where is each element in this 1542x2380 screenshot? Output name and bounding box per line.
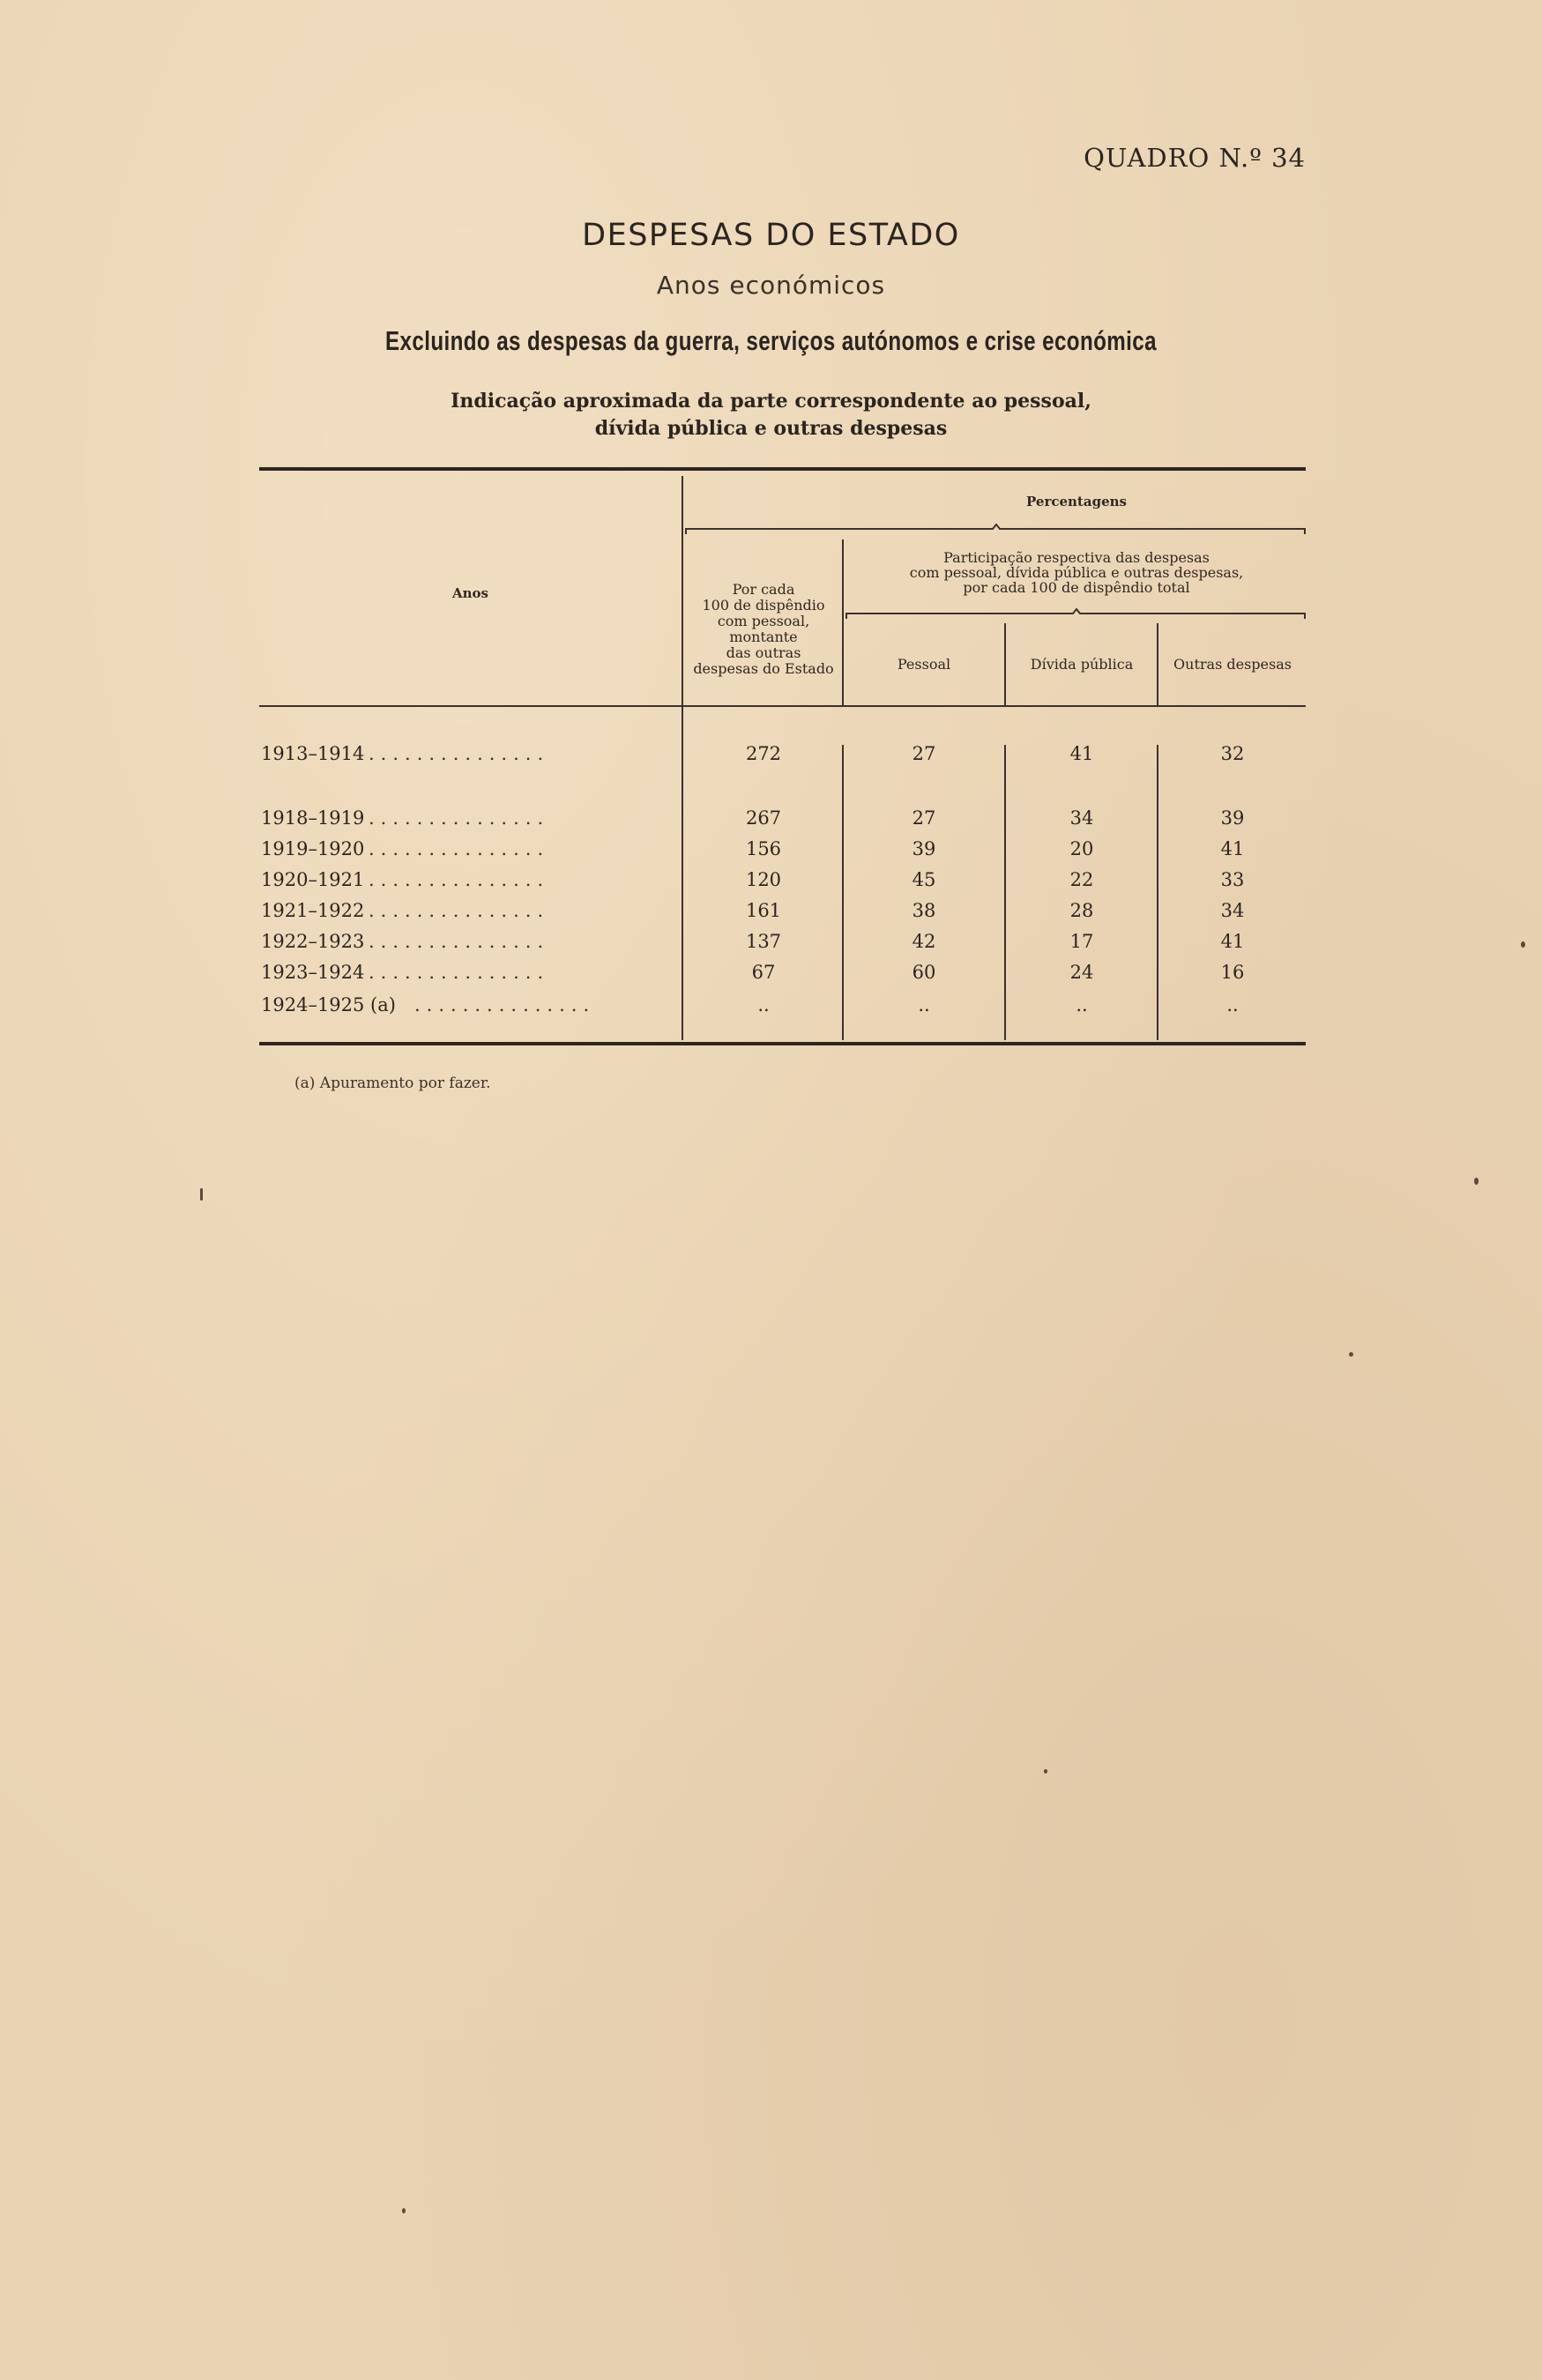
row-leader-dots: ............... [369, 838, 550, 859]
paper-speck [1349, 1352, 1353, 1357]
por-cada-line: montante [729, 628, 798, 645]
indication-line-1: Indicação aproximada da parte correspondente ao pessoal, [451, 390, 1091, 413]
row-leader-dots: ............... [369, 931, 550, 952]
row-year: 1918–1919 [261, 807, 365, 829]
cell-outras: 32 [1220, 743, 1245, 764]
cell-pessoal: 27 [912, 743, 936, 764]
cell-outras: .. [1226, 994, 1239, 1015]
por-cada-line: despesas do Estado [693, 660, 834, 677]
cell-outras: 41 [1220, 931, 1245, 952]
cell-por-cada: 156 [745, 838, 782, 859]
paper-speck [200, 1188, 203, 1201]
col-header-anos: Anos [452, 585, 488, 601]
cell-outras: 34 [1220, 900, 1245, 921]
page-subtitle: Anos económicos [656, 271, 886, 300]
cell-por-cada: 267 [745, 807, 782, 829]
page-title: DESPESAS DO ESTADO [582, 218, 960, 253]
cell-por-cada: .. [757, 994, 770, 1015]
cell-pessoal: 39 [912, 838, 936, 859]
row-leader-dots: ............... [414, 994, 596, 1015]
row-year: 1923–1924 [261, 962, 365, 983]
brace-percentagens [684, 524, 1308, 536]
paper-speck [402, 2208, 406, 2213]
cell-divida: 41 [1069, 743, 1094, 764]
cell-por-cada: 137 [745, 931, 782, 952]
header-bottom-rule [259, 705, 1306, 707]
participacao-line: por cada 100 de dispêndio total [963, 579, 1190, 596]
por-cada-line: 100 de dispêndio [702, 597, 825, 614]
table-top-rule [259, 467, 1306, 471]
cell-pessoal: 27 [912, 807, 936, 829]
brace-participacao [845, 608, 1308, 621]
cell-pessoal: 45 [912, 869, 936, 890]
cell-divida: 28 [1069, 900, 1094, 921]
row-year: 1919–1920 [261, 838, 365, 859]
table-row [0, 994, 1542, 1024]
table-row [0, 900, 1542, 930]
row-leader-dots: ............... [369, 869, 550, 890]
table-bottom-rule [259, 1042, 1306, 1045]
cell-outras: 16 [1220, 962, 1245, 983]
row-year: 1920–1921 [261, 869, 365, 890]
cell-por-cada: 161 [745, 900, 782, 921]
cell-pessoal: 60 [912, 962, 936, 983]
cell-pessoal: .. [918, 994, 930, 1015]
paper-speck [1474, 1178, 1479, 1185]
col-header-por-cada [684, 582, 843, 677]
cell-pessoal: 38 [912, 900, 936, 921]
cell-por-cada: 272 [745, 743, 782, 764]
indication-note [0, 388, 1542, 443]
cell-divida: 24 [1069, 962, 1094, 983]
table-row [0, 931, 1542, 961]
row-leader-dots: ............... [369, 900, 550, 921]
indication-line-2: dívida pública e outras despesas [594, 417, 948, 440]
cell-outras: 33 [1220, 869, 1245, 890]
cell-divida: .. [1076, 994, 1088, 1015]
col-header-divida: Dívida pública [1030, 656, 1134, 673]
table-row [0, 807, 1542, 837]
col-header-outras: Outras despesas [1173, 656, 1292, 673]
col-header-pessoal: Pessoal [897, 656, 951, 673]
participacao-line: com pessoal, dívida pública e outras despesas, [909, 564, 1244, 581]
cell-divida: 20 [1069, 838, 1094, 859]
por-cada-line: das outras [726, 644, 801, 661]
row-year: 1922–1923 [261, 931, 365, 952]
table-row [0, 962, 1542, 992]
paper-speck [1044, 1769, 1047, 1774]
cell-outras: 39 [1220, 807, 1245, 829]
por-cada-line: com pessoal, [717, 613, 810, 629]
paper-speck [1521, 941, 1525, 948]
row-leader-dots: ............... [369, 962, 550, 983]
cell-divida: 22 [1069, 869, 1094, 890]
group-header-participacao [845, 550, 1308, 595]
table-number: QUADRO N.º 34 [1084, 143, 1306, 173]
table-row [0, 838, 1542, 868]
por-cada-line: Por cada [732, 581, 795, 598]
row-leader-dots: ............... [369, 807, 550, 829]
cell-pessoal: 42 [912, 931, 936, 952]
row-year: 1921–1922 [261, 900, 365, 921]
row-leader-dots: ............... [369, 743, 550, 764]
row-year: 1913–1914 [261, 743, 365, 764]
cell-divida: 17 [1069, 931, 1094, 952]
participacao-line: Participação respectiva das despesas [943, 549, 1210, 566]
table-row [0, 743, 1542, 773]
exclusion-note: Excluindo as despesas da guerra, serviços autónomos e crise económica [385, 325, 1157, 356]
group-header-percentagens: Percentagens [1026, 494, 1127, 509]
cell-divida: 34 [1069, 807, 1094, 829]
cell-por-cada: 67 [751, 962, 776, 983]
cell-outras: 41 [1220, 838, 1245, 859]
cell-por-cada: 120 [745, 869, 782, 890]
table-row [0, 869, 1542, 899]
row-year: 1924–1925 (a) [261, 994, 396, 1015]
footnote: (a) Apuramento por fazer. [294, 1075, 491, 1092]
